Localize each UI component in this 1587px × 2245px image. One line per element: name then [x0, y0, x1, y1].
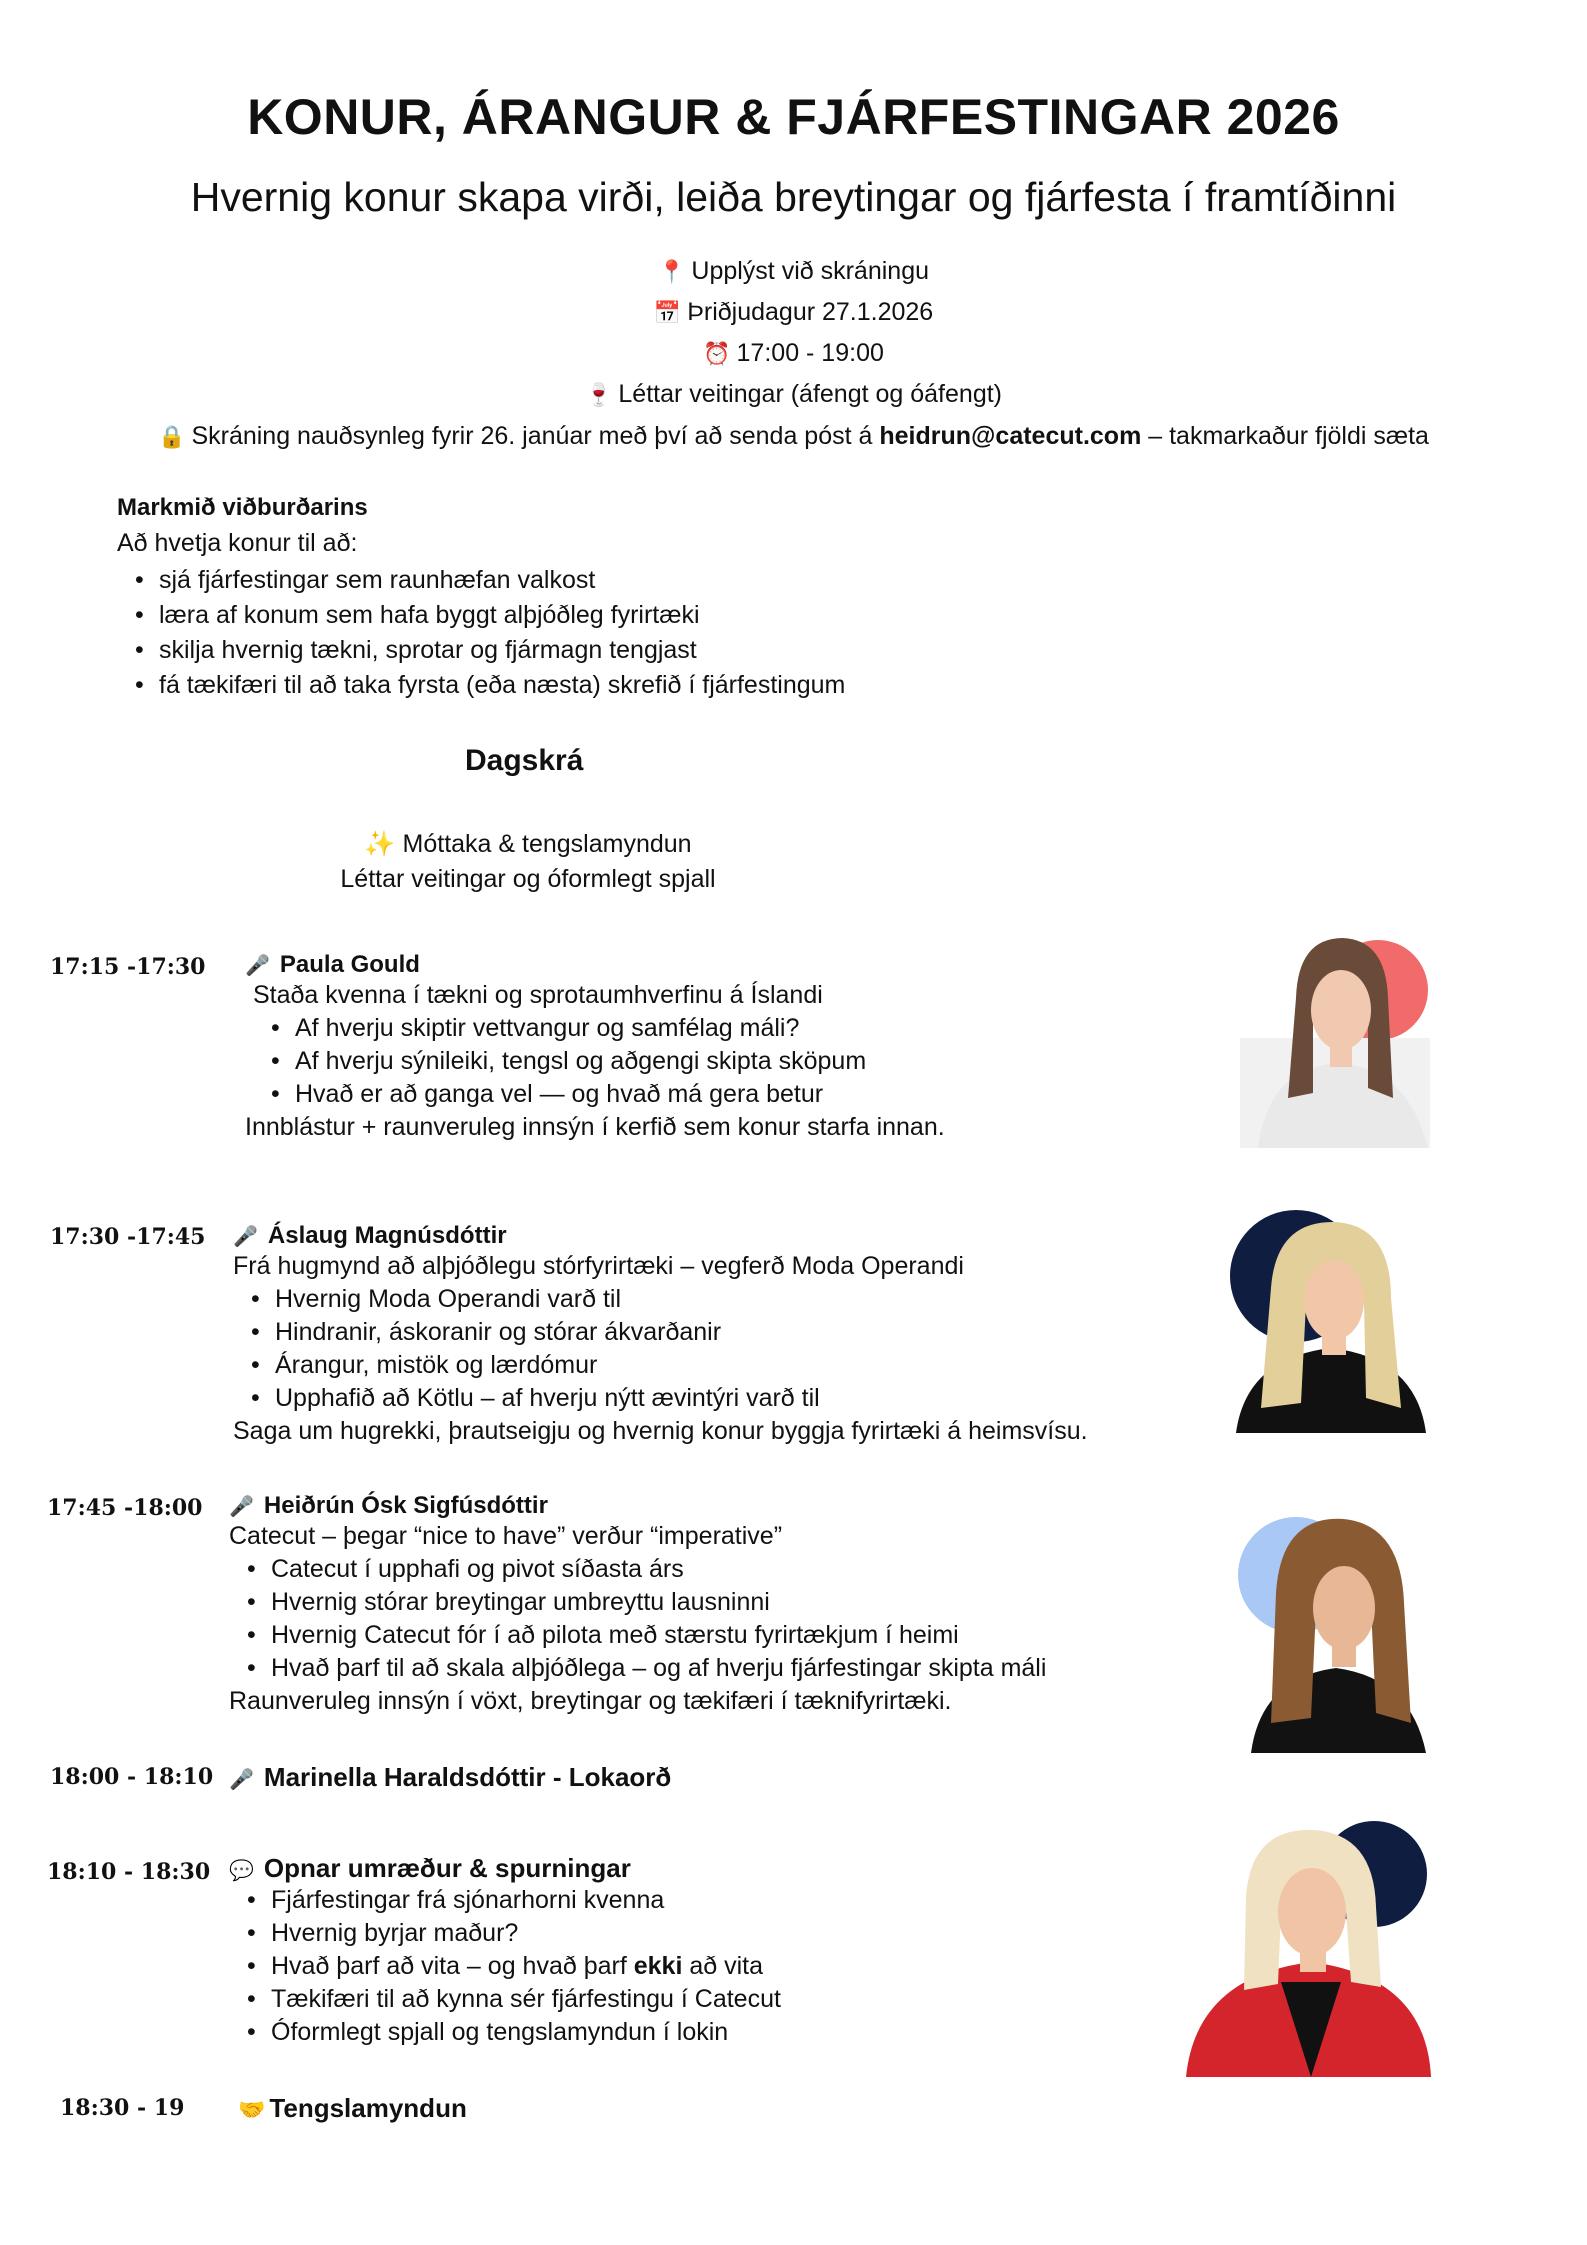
session-time: 18:00 - 18:10: [50, 1764, 214, 1790]
session-marinella: 🎤 Marinella Haraldsdóttir - Lokaorð: [229, 1762, 672, 1792]
pin-icon: 📍: [657, 259, 686, 284]
info-time: ⏰ 17:00 - 19:00: [0, 337, 1587, 370]
list-item: • Fjárfestingar frá sjónarhorni kvenna: [229, 1884, 781, 1917]
list-item: • Af hverju sýnileiki, tengsl og aðgengi skipta sköpum: [253, 1045, 945, 1078]
info-location: 📍 Upplýst við skráningu: [0, 255, 1587, 288]
speaker-photo-paula: [1238, 928, 1438, 1148]
microphone-icon: 🎤: [233, 1226, 258, 1248]
list-item: • Af hverju skiptir vettvangur og samfélag máli?: [253, 1012, 945, 1045]
list-item: • skilja hvernig tækni, sprotar og fjármagn tengjast: [117, 633, 845, 668]
session-paula: 🎤 Paula Gould Staða kvenna í tækni og sprotaumhverfinu á Íslandi • Af hverju skiptir vettvangur og samfélag máli? • Af hverju sýnileiki, tengsl og aðgengi skipta sköpum • Hvað er að ganga vel — og hvað má gera betur Innblástur + raunveruleg innsýn í kerfið sem konur starfa innan.: [245, 951, 945, 1144]
speech-bubble-icon: 💬: [229, 1860, 254, 1882]
microphone-icon: 🎤: [229, 1769, 254, 1791]
session-time: 18:30 - 19: [60, 2095, 185, 2121]
agenda-heading: Dagskrá: [465, 744, 584, 777]
list-item: • fá tækifæri til að taka fyrsta (eða næsta) skrefið í fjárfestingum: [117, 668, 845, 703]
microphone-icon: 🎤: [245, 955, 270, 977]
info-date: 📅 Þriðjudagur 27.1.2026: [0, 296, 1587, 329]
speaker-photo-heidrun: [1226, 1503, 1436, 1753]
speaker-photo-marinella: [1186, 1812, 1436, 2077]
session-time: 18:10 - 18:30: [47, 1859, 211, 1885]
clock-icon: ⏰: [703, 341, 731, 366]
handshake-icon: 🤝: [238, 2097, 266, 2122]
info-registration: 🔒 Skráning nauðsynleg fyrir 26. janúar með því að senda póst á heidrun@catecut.com – takmarkaður fjöldi sæta: [0, 420, 1587, 453]
wine-icon: 🍷: [585, 382, 613, 407]
session-networking: 🤝 Tengslamyndun: [238, 2093, 467, 2123]
list-item: • Hvernig Catecut fór í að pilota með stærstu fyrirtækjum í heimi: [229, 1619, 1046, 1652]
page-title: KONUR, ÁRANGUR & FJÁRFESTINGAR 2026: [247, 89, 1340, 145]
list-item: • Upphafið að Kötlu – af hverju nýtt ævintýri varð til: [233, 1382, 1088, 1415]
list-item: • sjá fjárfestingar sem raunhæfan valkost: [117, 563, 845, 598]
goals-heading: Markmið viðburðarins: [117, 494, 368, 521]
goals-intro: Að hvetja konur til að:: [117, 529, 358, 557]
session-discussion: 💬 Opnar umræður & spurningar • Fjárfestingar frá sjónarhorni kvenna • Hvernig byrjar maður? • Hvað þarf að vita – og hvað þarf ekki að vita • Tækifæri til að kynna sér fjárfestingu í Catecut • Óformlegt spjall og tengslamyndun í lokin: [229, 1853, 781, 2049]
list-item: • Catecut í upphafi og pivot síðasta árs: [229, 1553, 1046, 1586]
list-item: • Hvernig stórar breytingar umbreyttu lausninni: [229, 1586, 1046, 1619]
registration-email[interactable]: heidrun@catecut.com: [879, 422, 1142, 450]
list-item: • Hvað er að ganga vel — og hvað má gera betur: [253, 1078, 945, 1111]
microphone-icon: 🎤: [229, 1496, 254, 1518]
list-item: • Hindranir, áskoranir og stórar ákvarðanir: [233, 1316, 1088, 1349]
list-item: • Hvað þarf að vita – og hvað þarf ekki að vita: [229, 1950, 781, 1983]
session-time: 17:45 -18:00: [47, 1495, 203, 1521]
list-item: • Tækifæri til að kynna sér fjárfestingu í Catecut: [229, 1983, 781, 2016]
page-subtitle: Hvernig konur skapa virði, leiða breytingar og fjárfesta í framtíðinni: [190, 174, 1397, 220]
calendar-icon: 📅: [653, 300, 682, 325]
list-item: • Hvernig byrjar maður?: [229, 1917, 781, 1950]
session-time: 17:15 -17:30: [50, 954, 206, 980]
list-item: • Óformlegt spjall og tengslamyndun í lokin: [229, 2016, 781, 2049]
list-item: • Árangur, mistök og lærdómur: [233, 1349, 1088, 1382]
session-aslaug: 🎤 Áslaug Magnúsdóttir Frá hugmynd að alþjóðlegu stórfyrirtæki – vegferð Moda Operandi • Hvernig Moda Operandi varð til • Hindranir, áskoranir og stórar ákvarðanir • Árangur, mistök og lærdómur • Upphafið að Kötlu – af hverju nýtt ævintýri varð til Saga um hugrekki, þrautseigju og hvernig konur byggja fyrirtæki á heimsvísu.: [233, 1222, 1088, 1448]
list-item: • læra af konum sem hafa byggt alþjóðleg fyrirtæki: [117, 598, 845, 633]
lock-icon: 🔒: [158, 424, 186, 449]
list-item: • Hvað þarf til að skala alþjóðlega – og af hverju fjárfestingar skipta máli: [229, 1652, 1046, 1685]
speaker-photo-aslaug: [1226, 1208, 1436, 1433]
info-refreshments: 🍷 Léttar veitingar (áfengt og óáfengt): [0, 378, 1587, 411]
sparkle-icon: ✨: [364, 830, 396, 858]
session-time: 17:30 -17:45: [50, 1224, 206, 1250]
list-item: • Hvernig Moda Operandi varð til: [233, 1283, 1088, 1316]
goals-list: [117, 563, 845, 703]
session-heidrun: 🎤 Heiðrún Ósk Sigfúsdóttir Catecut – þegar “nice to have” verður “imperative” • Catecut í upphafi og pivot síðasta árs • Hvernig stórar breytingar umbreyttu lausninni • Hvernig Catecut fór í að pilota með stærstu fyrirtækjum í heimi • Hvað þarf til að skala alþjóðlega – og af hverju fjárfestingar skipta máli Raunveruleg innsýn í vöxt, breytingar og tækifæri í tæknifyrirtæki.: [229, 1492, 1046, 1718]
welcome-block: ✨ Móttaka & tengslamyndun Léttar veitingar og óformlegt spjall: [340, 830, 716, 893]
